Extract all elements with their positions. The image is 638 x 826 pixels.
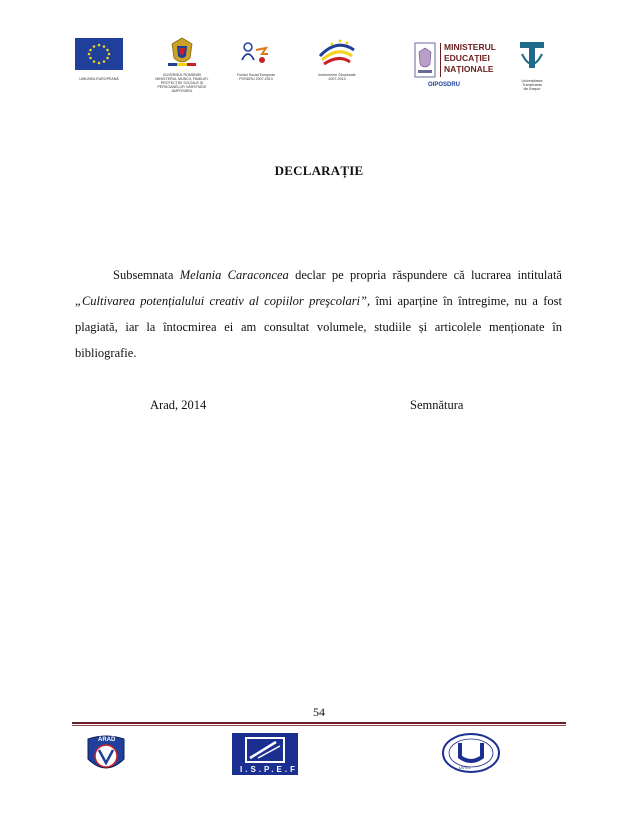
eu-caption: UNIUNEA EUROPEANĂ [79,77,119,81]
uvvg-logo [440,731,502,775]
footer-rule-thin [72,725,566,726]
ministry-divider [440,43,441,77]
fse-caption-1: Fondul Social European [236,73,276,77]
gov-caption-2: MINISTERUL MUNCII, FAMILIEI, [155,77,209,81]
university-logo [512,40,552,96]
gov-caption-4: PERSOANELOR VÂRSTNICE [157,85,207,89]
univ-caption-1: Universitatea [521,79,543,83]
government-logo [152,36,212,92]
para-part-2: declar pe propria răspundere că lucrarea intitulată [288,268,562,282]
arad-text: ARAD [98,737,116,743]
signature-label: Semnătura [410,398,464,412]
ispef-text: I.S.P.E.F [240,765,298,774]
fse-figure-icon [232,38,280,68]
university-emblem-icon [512,40,552,74]
uvvg-text: UVVG [459,765,471,770]
gov-caption-1: GUVERNUL ROMÂNIEI [162,73,202,77]
univ-caption-2: Transilvania [522,83,542,87]
ministry-line-1: MINISTERUL [444,42,496,52]
ministry-logo [414,40,504,92]
univ-caption-3: din Braşov [523,87,541,91]
oiposdru-label: OIPOSDRU [428,82,461,88]
is-caption-2: 2007-2013 [328,77,346,81]
place-date: Arad, 2014 [150,398,207,412]
ministry-line-3: NAŢIONALE [444,64,494,74]
ispef-emblem-icon [242,736,288,764]
is-caption-1: Instrumente Structurale [318,73,356,77]
gov-caption-5: AMPOSDRU [171,89,193,93]
ministry-crest-icon [414,42,436,78]
instrumente-structurale-logo [312,36,362,82]
para-part-1: Subsemnata [113,268,180,282]
work-title: „Cultivarea potențialului creativ al copiilor preşcolari”, [75,294,371,308]
coat-of-arms-icon [152,36,212,68]
ministry-line-2: EDUCAŢIEI [444,53,490,63]
eu-flag-icon [75,38,123,70]
stars-swirl-icon [312,36,362,68]
para-part-3: îmi aparține în întregime, nu a fost plagiată, iar la întocmirea ei am consultat volumele, studiile și articolele menționate în bibliografie. [75,294,562,360]
gov-caption-3: PROTECŢIEI SOCIALE ŞI [160,81,204,85]
fse-logo [232,38,280,82]
author-name: Melania Caraconcea [179,268,289,282]
arad-logo [82,733,130,777]
eu-logo [75,38,123,81]
footer-rule [72,722,566,724]
page-number: 54 [313,705,325,719]
ispef-logo [232,733,298,775]
page-title: DECLARAȚIE [274,163,364,178]
fse-caption-2: POSDRU 2007-2013 [239,77,273,81]
declaration-paragraph [75,262,562,366]
uvvg-emblem-icon [440,731,502,775]
